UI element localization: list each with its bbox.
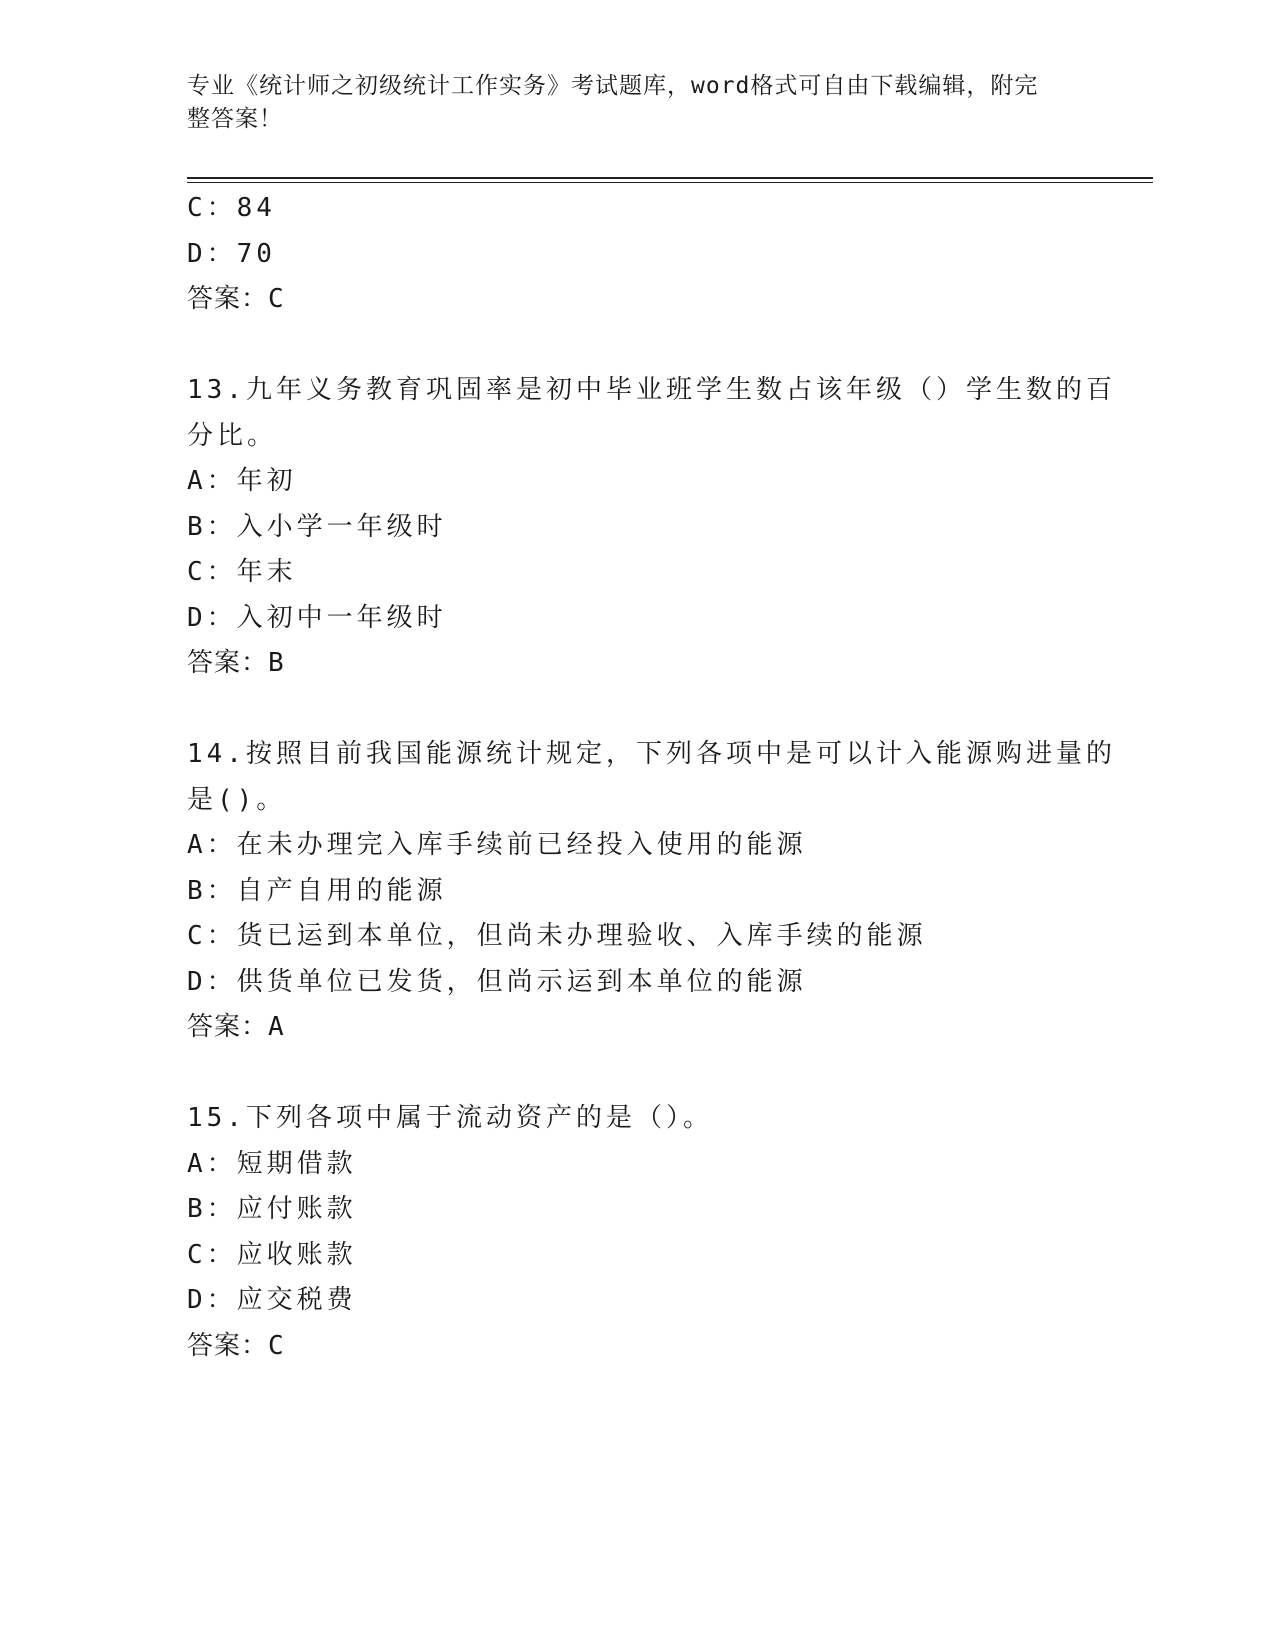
option-d: D：应交税费 [187,1285,357,1315]
question-stem: 14.按照目前我国能源统计规定，下列各项中是可以计入能源购进量的 [187,739,1116,769]
header-line-1: 专业《统计师之初级统计工作实务》考试题库，word格式可自由下载编辑，附完 [187,73,1039,99]
option-c: C：应收账款 [187,1239,357,1270]
option-b: B：自产自用的能源 [187,875,447,906]
option-a: A：年初 [187,466,297,496]
option-c: C：年末 [187,557,297,587]
option-a: A：短期借款 [187,1148,357,1179]
question-content [187,186,1116,1369]
header-rule-thin [187,182,1153,183]
question-stem: 13.九年义务教育巩固率是初中毕业班学生数占该年级（）学生数的百 [187,375,1116,405]
option-d: D：入初中一年级时 [187,602,447,633]
option-a: A：在未办理完入库手续前已经投入使用的能源 [187,830,807,860]
option-b: B：应付账款 [187,1194,357,1224]
header-rule-thick [187,177,1153,179]
question-14 [187,732,1116,1051]
option-c: C：货已运到本单位，但尚未办理验收、入库手续的能源 [187,921,927,951]
spacer [187,687,1087,733]
answer-line: 答案：B [187,648,285,678]
answer-line: 答案：C [187,1330,285,1361]
spacer [187,323,1087,369]
answer-line: 答案：C [187,284,285,314]
question-stem: 是()。 [187,784,287,815]
option-c: C：84 [187,193,276,223]
question-stem: 分比。 [187,420,278,451]
option-d: D：供货单位已发货，但尚示运到本单位的能源 [187,966,807,997]
option-d: D：70 [187,238,276,269]
question-stem: 15.下列各项中属于流动资产的是（）。 [187,1103,713,1133]
prev-question [187,186,1087,323]
spacer [187,1051,1087,1097]
header-line-2: 整答案！ [187,106,283,132]
question-15 [187,1096,1087,1369]
question-13 [187,368,1116,687]
option-b: B：入小学一年级时 [187,511,447,542]
document-header [187,70,1067,136]
answer-line: 答案：A [187,1012,285,1042]
